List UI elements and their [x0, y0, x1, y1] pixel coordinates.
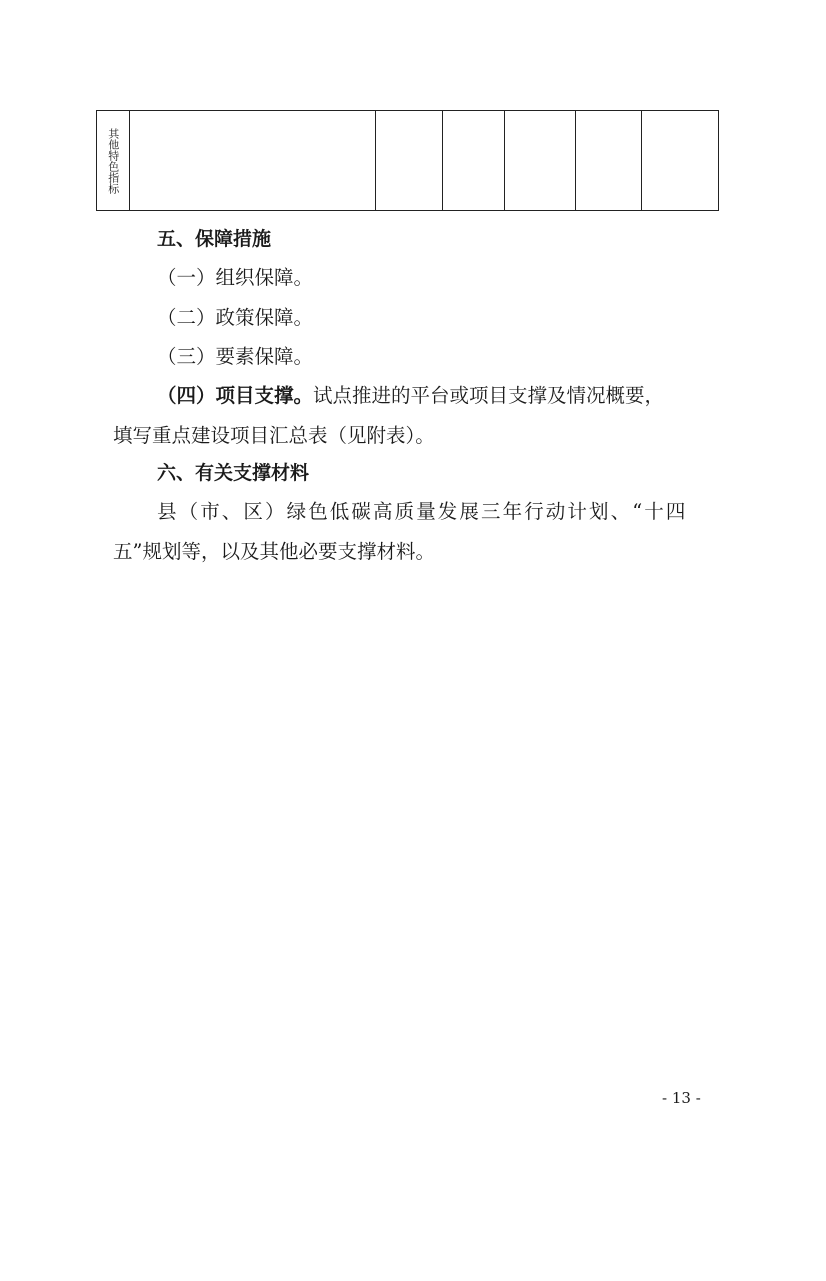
- section-six-heading: 六、有关支撑材料: [157, 462, 310, 484]
- table-cell: [505, 111, 576, 211]
- table-cell: [576, 111, 642, 211]
- table-cell: [376, 111, 443, 211]
- page-number: - 13 -: [662, 1089, 701, 1107]
- section-five-item-4: [157, 380, 719, 408]
- row-label-other-indicators: 其他特色指标: [106, 127, 120, 194]
- table-row: [97, 111, 719, 211]
- item-label: （二）政策保障。: [157, 306, 314, 329]
- section-six-paragraph-line2: 五”规划等，以及其他必要支撑材料。: [113, 540, 435, 563]
- table-cell: [642, 111, 719, 211]
- table-cell-row-label: [97, 111, 130, 211]
- item-label: （一）组织保障。: [157, 266, 314, 289]
- indicator-table: [96, 110, 719, 211]
- section-five-item-1: [157, 262, 313, 290]
- item-4-label: （四）项目支撑。: [157, 384, 314, 407]
- item-label: （三）要素保障。: [157, 345, 314, 368]
- section-five-heading: 五、保障措施: [157, 228, 272, 250]
- table-cell: [130, 111, 376, 211]
- section-six-paragraph-line1: 县（市、区）绿色低碳高质量发展三年行动计划、“十四: [157, 500, 688, 523]
- section-five-item-3: [157, 341, 313, 369]
- section-five-item-4-continued: 填写重点建设项目汇总表（见附表）。: [113, 424, 435, 447]
- table-cell: [443, 111, 505, 211]
- section-five-item-2: [157, 302, 313, 330]
- item-4-text-line1: 试点推进的平台或项目支撑及情况概要，: [313, 384, 665, 407]
